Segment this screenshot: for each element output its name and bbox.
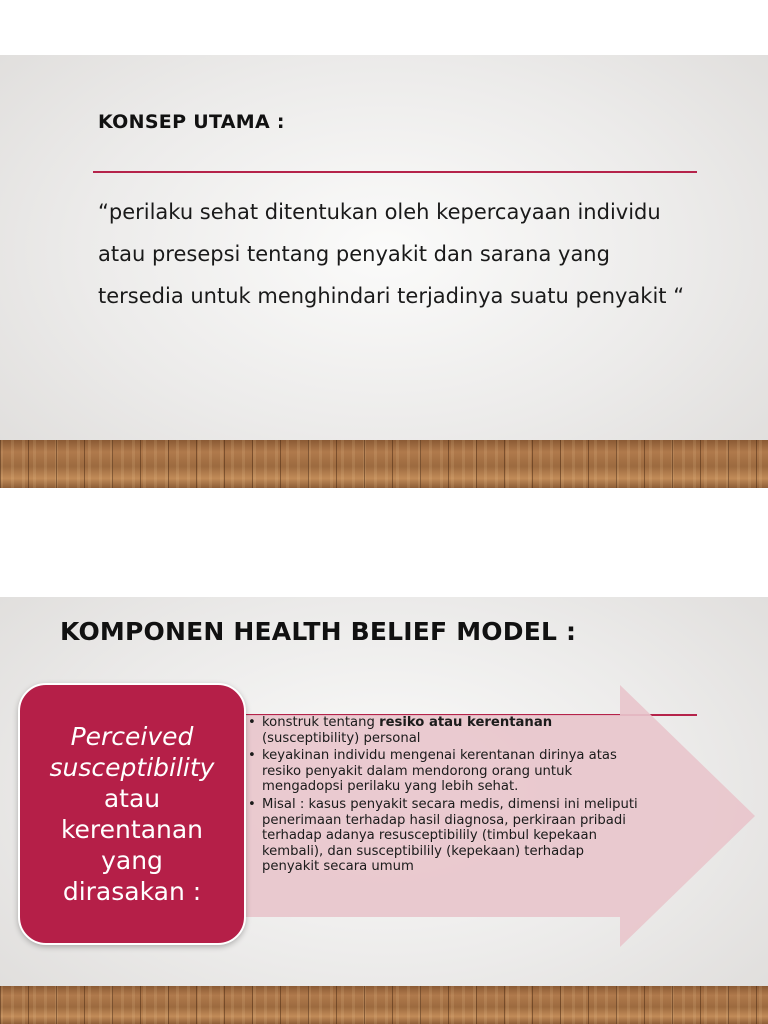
bullet-text: keyakinan individu mengenai kerentanan dirinya atas resiko penyakit dalam mendorong orang untuk mengadopsi perilaku yang lebih sehat. bbox=[262, 748, 617, 795]
concept-description: atau kerentanan yang dirasakan : bbox=[60, 784, 204, 906]
wood-floor-decoration bbox=[0, 440, 768, 488]
quote-text: “perilaku sehat ditentukan oleh kepercayaan individu atau presepsi tentang penyakit dan sarana yang tersedia untuk menghindari terjadinya suatu penyakit “ bbox=[98, 200, 685, 308]
wood-floor-decoration bbox=[0, 986, 768, 1024]
bullet-text: (susceptibility) personal bbox=[262, 730, 421, 746]
bullet-item bbox=[243, 748, 643, 795]
slide-title: KOMPONEN HEALTH BELIEF MODEL : bbox=[60, 617, 577, 646]
concept-term: Perceived susceptibility bbox=[49, 722, 215, 782]
bullet-list bbox=[243, 715, 643, 877]
bullet-bold-text: resiko atau kerentanan bbox=[379, 715, 553, 730]
slide-komponen-hbm bbox=[0, 597, 768, 1024]
bullet-text: konstruk tentang bbox=[262, 715, 380, 730]
bullet-item bbox=[243, 715, 643, 746]
slide-title: KONSEP UTAMA : bbox=[98, 111, 285, 133]
title-divider bbox=[93, 171, 697, 173]
bullet-item bbox=[243, 797, 643, 875]
concept-box bbox=[18, 683, 246, 945]
bullet-text: Misal : kasus penyakit secara medis, dimensi ini meliputi penerimaan terhadap hasil diagnosa, perkiraan pribadi terhadap adanya resusceptibilily (timbul kepekaan kembali), dan susceptibilily (kepekaan) terhadap penyakit secara umum bbox=[262, 796, 638, 875]
slide-konsep-utama bbox=[0, 55, 768, 488]
